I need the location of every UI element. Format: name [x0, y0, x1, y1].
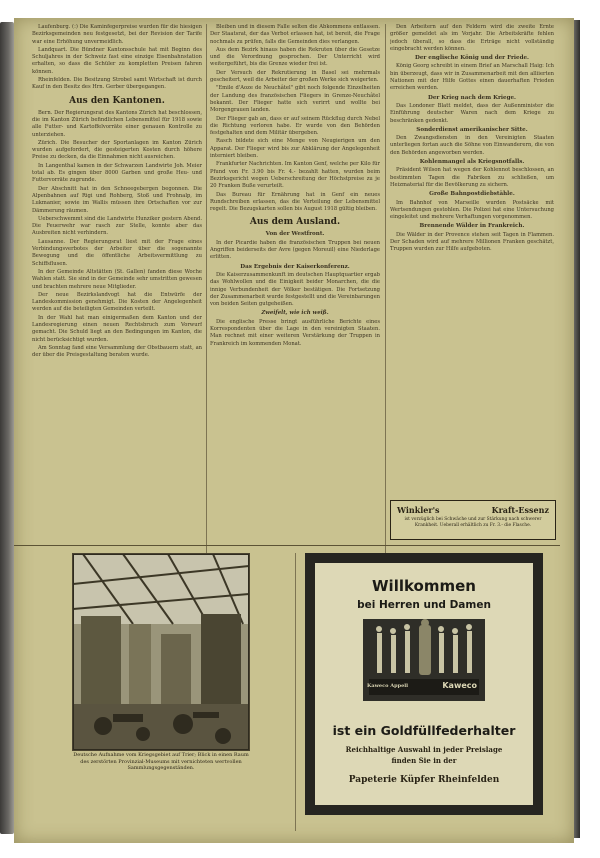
col2-paragraph: Rasch bildete sich eine Menge von Neugierigen um den Apparat. Der Flieger wird bis zur Abklärung der Angelegenheit interniert bleiben.: [210, 138, 380, 160]
column-divider: [295, 553, 296, 831]
subheading-sonderdienst: Sonderdienst amerikanischer Sitte.: [416, 126, 528, 133]
col1-top-block: [32, 24, 202, 92]
col3-text: Das Londoner Blatt meldet, dass der Außenminister die Einführung deutscher Waren nach dem Kriege zu beschränken gedenkt.: [390, 102, 554, 124]
col1-paragraph: Lausanne. Der Regierungsrat liest mit der Frage eines Verbindungsverbotes der Arbeiter über die sogenannte Bewegung und die öffentliche Arbeitsvermittlung zu Schiffsflusen.: [32, 238, 202, 267]
col2-westfront-text: In der Picardie haben die französischen Truppen bei neuen Angriffen beiderseits der Avre (gegen Moreuil) eine Niederlage erlitten.: [210, 239, 380, 261]
ad-brand: Kaweco: [442, 681, 477, 690]
winkler-product: Kraft-Essenz: [491, 505, 549, 515]
col3-text: Die Wälder in der Provence stehen seit Tagen in Flammen. Der Schaden wird auf mehrere Millionen Franken geschätzt, Truppen wurden zur Hilfe aufgeboten.: [390, 231, 554, 253]
col2-top-paragraph: Bleiben und in diesem Falle selten die Abkommens entlassen. Der Staatsrat, der das Verbot erlassen hat, ist bereit, die Frage nochmals zu prüfen, falls die Gemeinden dies verlangen.: [210, 24, 380, 45]
col2-kaiserkonferenz-text: Die Kaiserzusammenkunft im deutschen Hauptquartier ergab das Wohlwollen und die Einigkeit beider Monarchen, die die innige Verbundenheit der Völker bestätigen. Die Fortsetzung der Zusammenarbeit wurde festgestellt und die Vereinbarungen von beiden Seiten gutgeheißen.: [210, 271, 380, 308]
column-divider: [206, 24, 207, 560]
col2-paragraph: Der Flieger gab an, dass er auf seinem Rückflug durch Nebel die Richtung verloren habe. Er wurde von den Behörden festgehalten und dem Militär übergeben.: [210, 115, 380, 137]
war-damage-photo: [72, 553, 250, 751]
col1-paragraph: Bern. Der Regierungsrat des Kantons Zürich hat beschlossen, die im Kanton Zürich befindlichen Lebensmittel für 1918 sowie alle Futter- und Kartoffelvorräte einer genauen Kontrolle zu unterziehen.: [32, 109, 202, 138]
ad-line2: finden Sie in der: [391, 756, 457, 765]
col2-zweifelt-text: Die englische Presse bringt ausführliche Berichte eines Korrespondenten über die Lage in den vereinigten Staaten. Man rechnet mit einer weiteren Verstärkung der Truppen in Frankreich im kommenden Monat.: [210, 318, 380, 347]
subheading-krieg-nach-kriege: Der Krieg nach dem Kriege.: [427, 94, 516, 101]
column-3: [390, 24, 554, 499]
subheading-westfront: Von der Westfront.: [265, 231, 325, 238]
subheading-englischer-koenig: Der englische König und der Friede.: [414, 55, 530, 62]
col1-paragraph: Ueberschwemmt sind die Landwirte Hunziker gestern Abend. Die Feuerwehr war rasch zur Stelle, konnte aber das Ausbreiten nicht verhindern.: [32, 215, 202, 237]
col1-top-paragraph: Laufenburg. (:) Die Kaminfegerpreise wurden für die hiesigen Bezirksgemeinden neu festgesetzt, bei der Revision der Tarife war eine Erhöhung unvermeidlich.: [32, 24, 202, 45]
col1-top-paragraph: Landquart. Die Bündner Kantonsschule hat mit Beginn des Schuljahres in der Schweiz fast eine einzige Eisenbahnstation erhalten, so dass die Schüler zu kompletten Preisen fahren können.: [32, 46, 202, 75]
col3-text: König Georg schreibt in einem Brief an Marschall Haig: Ich bin überzeugt, dass wir in Zusammenarbeit mit den alliierten Nationen mit der Hilfe Gottes einen dauerhaften Frieden erreichen werden.: [390, 63, 554, 92]
col2-paragraph: Das Bureau für Ernährung hat in Genf ein neues Rundschreiben erlassen, das die Verteilung der Lebensmittel regelt. Die Bezugskarten sollen bis August 1918 gültig bleiben.: [210, 191, 380, 213]
winkler-line2: Ueberall erhältlich zu Fr. 3.- die Flasche.: [439, 522, 532, 528]
col1-paragraph: Der neue Bezirkslandvogt hat die Entwürfe der Landeskommission genehmigt. Die Kosten der Angelegenheit werden auf die beteiligten Gemeinden verteilt.: [32, 291, 202, 313]
subheading-bahnpostdiebstaehle: Große Bahnpostdiebstähle.: [429, 191, 515, 198]
ad-title: Willkommen: [372, 577, 476, 595]
column-divider: [385, 24, 386, 560]
subheading-zweifelt: Zweifelt, wie ich weiß.: [261, 310, 329, 317]
col1-paragraph: Am Sonntag fand eine Versammlung der Obstbauern statt, an der über die Preisgestaltung beraten wurde.: [32, 344, 202, 359]
kaweco-ad-panel: [315, 563, 533, 805]
ad-tagline: ist ein Goldfüllfederhalter: [332, 723, 516, 738]
section-divider: [14, 545, 560, 546]
newspaper-page: [14, 18, 574, 843]
col1-top-paragraph: Rheinfelden. Die Besitzung Strobel samt Wirtschaft ist durch Kauf in den Besitz des Hrn. Gerber übergegangen.: [32, 77, 202, 91]
col3-text: Im Bahnhof von Marseille wurden Postsäcke mit Wertsendungen gestohlen. Die Polizei hat eine Untersuchung eingeleitet und mehrere Verhaftungen vorgenommen.: [390, 199, 554, 221]
winkler-kraft-essenz-ad: [390, 500, 556, 540]
photo-caption: Deutsche Aufnahme vom Kriegsgebiet auf Trier; Blick in einen Raum des zerstörten Provinzial-Museums mit vernichteten wertvollen Sammlungsgegenständen.: [73, 752, 249, 772]
col3-top-paragraph: Den Arbeitern auf den Feldern wird die zweite Ernte größer gemeldet als im Vorjahr. Die Arbeitskräfte fehlen jedoch überall, so dass die Erträge nicht vollständig eingebracht werden können.: [390, 24, 554, 52]
ruined-museum-image: [73, 554, 249, 750]
col2-top-paragraph: Aus dem Bezirk hinaus haben die Rekruten über die Gesetze und die Verordnung gesprochen. Der Unterricht wird weitergeführt, bis die Grenze wieder frei ist.: [210, 46, 380, 68]
ad-brand-tag: Kaweco Appell: [367, 683, 409, 689]
col3-text: Präsident Wilson hat wegen der Kohlennot beschlossen, an bestimmten Tagen die Fabriken zu schließen, um Heizmaterial für die Bevölkerung zu sichern.: [390, 167, 554, 188]
book-binding-left: [0, 22, 14, 834]
col1-paragraph: In der Gemeinde Altstätten (St. Gallen) fanden diese Woche Wahlen statt. Sie sind in der Gemeinde sehr umstritten gewesen und brachten mehrere neue Mitglieder.: [32, 268, 202, 290]
kaweco-advertisement: [305, 553, 543, 815]
winkler-details: [397, 517, 549, 528]
winkler-name: Winkler's: [397, 505, 440, 515]
column-1: [32, 24, 202, 564]
subheading-brennende-waelder: Brennende Wälder in Frankreich.: [419, 223, 525, 230]
ad-shop-name: Papeterie Küpfer Rheinfelden: [348, 775, 500, 785]
subheading-kohlenmangel: Kohlenmangel als Kriegsnotfalls.: [419, 159, 525, 166]
heading-aus-dem-ausland: Aus dem Ausland.: [249, 217, 341, 228]
subheading-kaiserkonferenz: Das Ergebnis der Kaiserkonferenz.: [240, 263, 350, 270]
col1-paragraph: In der Wahl hat man einigermaßen dem Kanton und der Landesregierung einen neuen Rechtsbruch zum Vorwurf gemacht. Die Schuld liegt an den Bedingungen im Kanton, die nicht berücksichtigt wurden.: [32, 314, 202, 343]
col2-paragraph: Frankfurter Nachrichten. Im Kanton Genf, welche per Kilo für Pfund von Fr. 3.90 bis Fr. 4.- bezahlt hatten, wurden beim Bezirksgericht wegen Ueberschreitung der Höchstpreise zu je 20 Franken Buße verurteilt.: [210, 161, 380, 190]
col1-paragraph: Der Abschnitt hat in den Schneegebergen begonnen. Die Alpenbahnen auf Rigi und Rohberg, Stoß und Frohnalp, im Lukmanier, sowie im Wallis müssen ihre Ortschaften vor zur Dämmerung räumen.: [32, 185, 202, 214]
ad-subtitle: bei Herren und Damen: [357, 599, 491, 611]
col1-paragraph: In Langenthal kamen in der Schwarzen Landwirte Joh. Meier total ab. Es gingen über 8000 Garben und große Heu- und Futtervorräte zugrunde.: [32, 162, 202, 184]
heading-aus-den-kantonen: Aus den Kantonen.: [69, 95, 165, 106]
ad-illustration: [363, 619, 485, 701]
col2-top-paragraph: Der Versuch der Rekrutierung in Basel sei mehrmals gescheitert, weil die Arbeiter der großen Werke sich weigerten.: [210, 69, 380, 84]
col3-text: Den Zwangsdiensten in den Vereinigten Staaten unterliegen fortan auch die Söhne von Einwanderern, die von den Behörden angeworben werden.: [390, 135, 554, 156]
col1-paragraph: Zürich. Die Besucher der Sportanlagen im Kanton Zürich wurden aufgefordert, die gesteigerten Kosten durch höhere Preise zu decken, da die Einnahmen nicht ausreichen.: [32, 139, 202, 161]
col2-notice: "Emile d'Aoze de Neuchâtel" gibt noch folgende Einzelheiten der Landung des französischen Fliegers in Grenze-Neuchâtel bekannt. Der Flieger hatte sich verirrt und wollte bei Morgengrauen landen.: [210, 85, 380, 114]
column-2: [210, 24, 380, 564]
winkler-line1: ist vorzüglich bei Schwäche und zur Stärkung nach schwerer Krankheit.: [404, 517, 542, 528]
ad-line1: Reichhaltige Auswahl in jeder Preislage: [345, 745, 503, 754]
